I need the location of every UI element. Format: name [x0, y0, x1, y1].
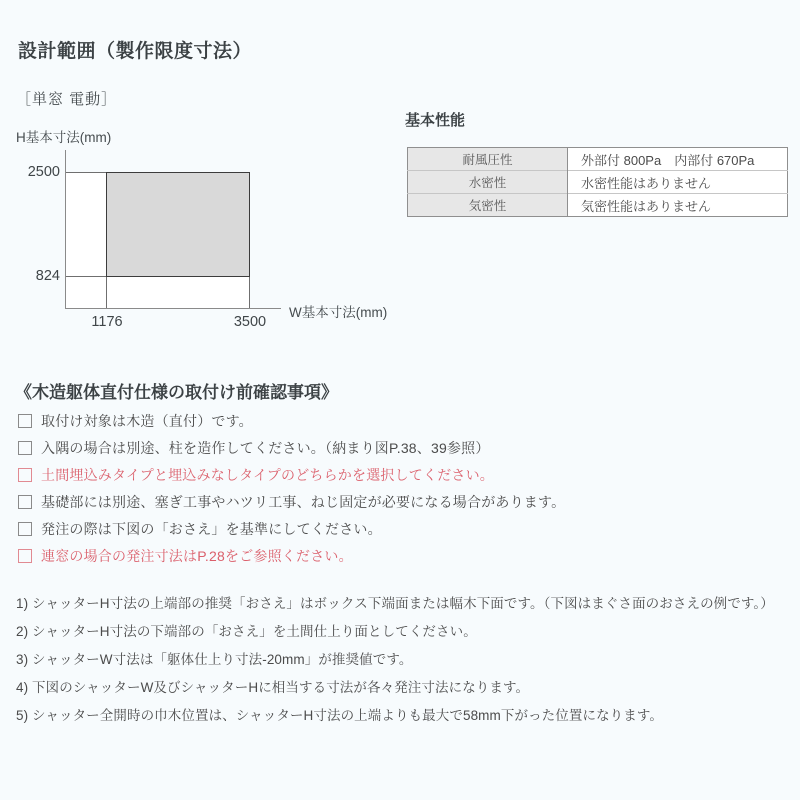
checklist-item-text: 入隅の場合は別途、柱を造作してください。（納まり図P.38、39参照）	[41, 439, 490, 456]
checklist-item-text: 土間埋込みタイプと埋込みなしタイプのどちらかを選択してください。	[41, 466, 494, 483]
footnote: 4) 下図のシャッターW及びシャッターHに相当する寸法が各々発注寸法になります。	[16, 680, 530, 695]
gridline-1176	[106, 277, 107, 309]
checkbox-icon	[18, 414, 32, 428]
row-label: 水密性	[408, 171, 568, 194]
checklist-item	[18, 515, 788, 542]
checklist-item-text: 基礎部には別途、塞ぎ工事やハツリ工事、ねじ固定が必要になる場合があります。	[41, 493, 566, 510]
checklist-item-text: 取付け対象は木造（直付）です。	[41, 412, 253, 429]
row-value: 気密性能はありません	[568, 194, 788, 217]
size-range-region	[106, 172, 250, 277]
x-tick-3500: 3500	[233, 314, 267, 330]
y-axis-label: H基本寸法(mm)	[16, 130, 112, 145]
x-tick-1176: 1176	[91, 314, 123, 330]
checkbox-icon	[18, 441, 32, 455]
gridline-824	[65, 276, 107, 277]
row-value: 水密性能はありません	[568, 171, 788, 194]
table-row	[408, 148, 788, 171]
performance-heading: 基本性能	[405, 112, 466, 129]
checkbox-icon	[18, 495, 32, 509]
footnote: 1) シャッターH寸法の上端部の推奨「おさえ」はボックス下端面または幅木下面です。（下図はまぐさ面のおさえの例です。）	[16, 596, 774, 611]
row-value: 外部付 800Pa 内部付 670Pa	[581, 152, 755, 168]
footnote: 5) シャッター全開時の巾木位置は、シャッターH寸法の上端よりも最大で58mm下がった位置になります。	[16, 708, 663, 723]
y-axis-line	[65, 150, 66, 309]
checklist-heading: 《木造躯体直付仕様の取付け前確認事項》	[15, 383, 338, 402]
gridline-3500	[249, 277, 250, 309]
footnotes	[16, 590, 796, 730]
checkbox-icon	[18, 468, 32, 482]
checklist-item-text: 発注の際は下図の「おさえ」を基準にしてください。	[41, 520, 382, 537]
checkbox-icon	[18, 549, 32, 563]
row-label: 気密性	[408, 194, 568, 217]
checklist-item	[18, 434, 788, 461]
table-row	[408, 171, 788, 194]
y-tick-824: 824	[35, 268, 60, 284]
checklist	[18, 407, 788, 569]
table-row	[408, 194, 788, 217]
window-type-label: ［単窓 電動］	[16, 91, 118, 108]
checklist-item	[18, 407, 788, 434]
row-label: 耐風圧性	[408, 148, 568, 171]
checklist-item	[18, 488, 788, 515]
footnote: 2) シャッターH寸法の下端部の「おさえ」を土間仕上り面としてください。	[16, 624, 477, 639]
x-axis-label: W基本寸法(mm)	[289, 305, 388, 320]
footnote: 3) シャッターW寸法は「躯体仕上り寸法-20mm」が推奨値です。	[16, 652, 413, 667]
y-tick-2500: 2500	[27, 164, 60, 180]
gridline-2500	[65, 172, 107, 173]
checkbox-icon	[18, 522, 32, 536]
checklist-item-text: 連窓の場合の発注寸法はP.28をご参照ください。	[41, 547, 353, 564]
page-title: 設計範囲（製作限度寸法）	[18, 41, 253, 62]
checklist-item	[18, 542, 788, 569]
x-axis-line	[65, 308, 281, 309]
checklist-item	[18, 461, 788, 488]
performance-table	[407, 147, 788, 217]
